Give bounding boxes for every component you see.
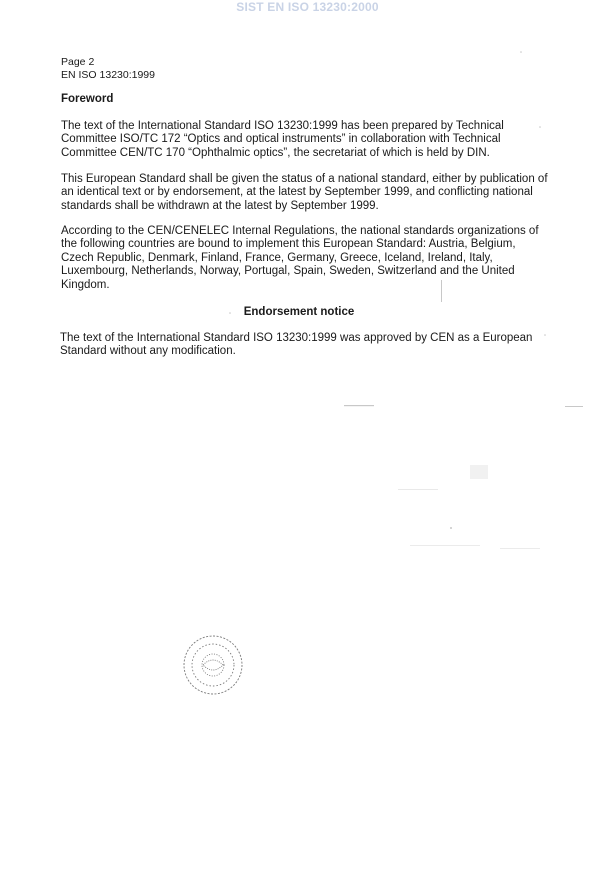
foreword-paragraph: The text of the International Standard ISO 13230:1999 has been prepared by Technical Committee ISO/TC 172 “Optics and optical instruments” in collaboration with Technical Committee CEN/TC 170 “Ophthalmic optics”, the secretariat of which is held by DIN. bbox=[61, 120, 504, 159]
document-id: EN ISO 13230:1999 bbox=[61, 69, 155, 81]
page-number: Page 2 bbox=[61, 56, 95, 68]
foreword-paragraph: According to the CEN/CENELEC Internal Regulations, the national standards organizations of the following countries are bound to implement this European Standard: Austria, Belgium, Czech Republic, Denmark, Finland, France, Germany, Greece, Iceland, Ireland, Italy, Luxembourg, Netherlands, Norway, Portugal, Spain, Sweden, Switzerland and the United Kingdom. bbox=[61, 225, 539, 291]
endorsement-paragraph: The text of the International Standard ISO 13230:1999 was approved by CEN as a European Standard without any modification. bbox=[60, 332, 533, 358]
foreword-heading: Foreword bbox=[61, 93, 114, 105]
endorsement-heading: Endorsement notice bbox=[243, 306, 355, 318]
document-watermark: SIST EN ISO 13230:2000 bbox=[236, 0, 379, 14]
foreword-paragraph: This European Standard shall be given the status of a national standard, either by publication of an identical text or by endorsement, at the latest by September 1999, and conflicting national standards shall be withdrawn at the latest by September 1999. bbox=[61, 173, 548, 212]
round-seal-stamp-icon bbox=[181, 633, 245, 697]
